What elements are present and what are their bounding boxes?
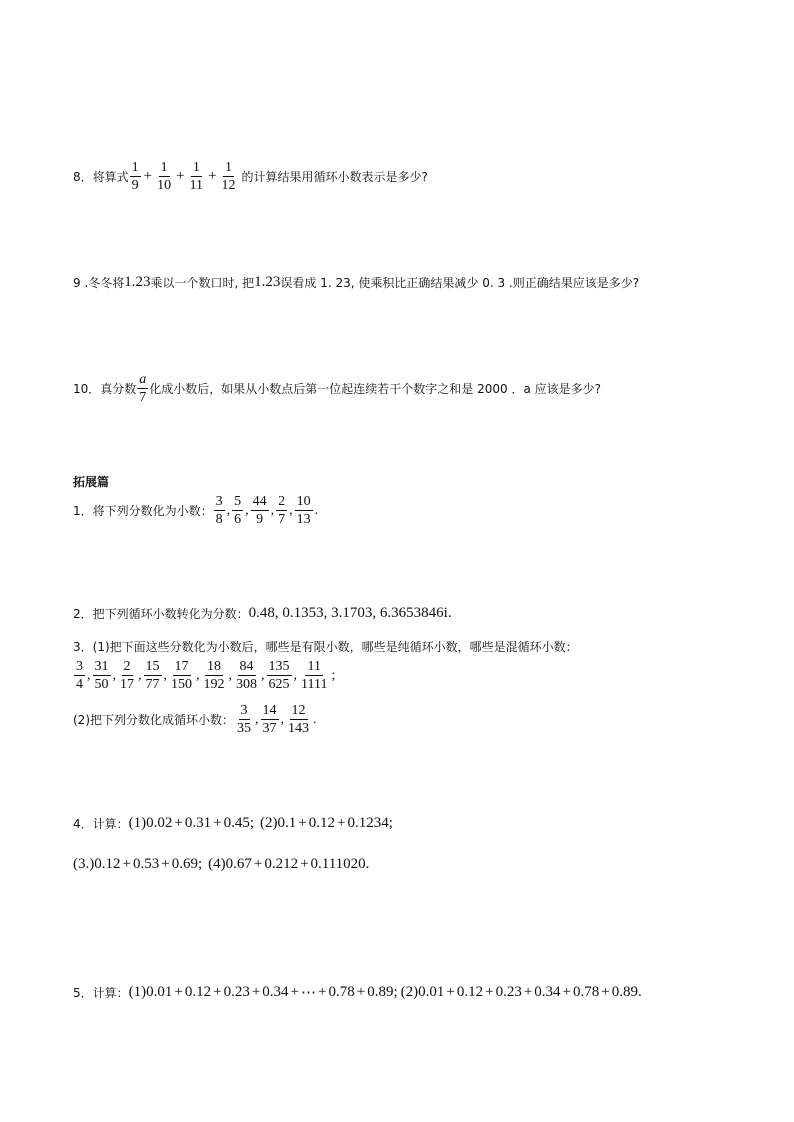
e1-fraction: $\frac{2}{7}$ (278, 494, 286, 527)
e1-fraction: $\frac{5}{6}$ (234, 494, 242, 527)
exercise-4-line1: 4．计算： (1)0.02 + 0.31 + 0.45; (2)0.1 + 0.12 + 0.1234; (73, 815, 393, 831)
e4-term: 0.12 (308, 815, 335, 831)
e4-term: 0.69; (171, 856, 203, 872)
section-title: 拓展篇 (73, 475, 110, 489)
exercise-1: 1．将下列分数化为小数： $\frac{3}{8}$ , $\frac{5}{6}$ , $\frac{44}{9}$ , $\frac{2}{7}$ , $\frac{10}{13}$ . (73, 494, 319, 527)
question-8 (73, 160, 428, 193)
exercise-2: 2．把下列循环小数转化为分数： 0.48 , 0.1353 , 3.1703 , 6.3653846i . (73, 605, 452, 621)
e2-item: 3.1703 (331, 605, 373, 621)
e1-end: . (314, 502, 319, 518)
q8-fraction: $\frac{1}{10}$ (157, 160, 172, 193)
exercise-3-fractions: $\frac{3}{4}$ , $\frac{31}{50}$ , $\frac{2}{17}$ , $\frac{15}{77}$ , $\frac{17}{150}$ , $\frac{18}{192}$ , $\frac{84}{308}$ , $\frac{135}{625}$ , $\frac{11}{1111}$ ; (76, 659, 336, 692)
e3-fraction: $\frac{11}{1111}$ (301, 659, 328, 692)
e1-fraction: $\frac{44}{9}$ (252, 494, 267, 527)
e3-fraction: $\frac{15}{77}$ (145, 659, 160, 692)
e4-term: (1)0.02 (128, 815, 173, 831)
question-9 (73, 274, 639, 291)
e5-term: 0.89; (367, 984, 398, 1000)
q8-fraction: $\frac{1}{12}$ (221, 160, 236, 193)
e5-term: (2)0.01 (400, 984, 445, 1000)
e4-term: 0.111020. (310, 856, 370, 872)
e5-term: (1)0.01 (128, 984, 173, 1000)
e5-term: 0.34 (534, 984, 561, 1000)
exercise-3-lead: 3．(1)把下面这些分数化为小数后，哪些是有限小数，哪些是纯循环小数，哪些是混循环小数： (73, 640, 578, 654)
exercise-4-line2: (3.)0.12 + 0.53 + 0.69; (4)0.67 + 0.212 + 0.111020. (73, 856, 370, 872)
e2-item: 0.48 (248, 605, 275, 621)
q10-fraction: $\frac{a}{7}$ (139, 372, 147, 405)
e4-term: 0.212 (264, 856, 299, 872)
q9-value: 1.23 (254, 274, 281, 290)
e5-term: 0.78 (573, 984, 600, 1000)
e5-term: 0.12 (456, 984, 484, 1000)
e4-term: 0.1234; (347, 815, 393, 831)
e4-term: 0.53 (132, 856, 160, 872)
plus-sign: + (143, 168, 153, 184)
e5-term: 0.89. (611, 984, 642, 1000)
e3-fraction: $\frac{18}{192}$ (203, 659, 225, 692)
q8-tail: 的计算结果用循环小数表示是多少? (241, 170, 428, 184)
q10-lead: 10．真分数 (73, 382, 137, 396)
e4-term: 0.45; (223, 815, 254, 831)
e3-fraction: $\frac{31}{50}$ (94, 659, 109, 692)
e2-item: 6.3653846i (379, 605, 448, 621)
q9-text-mid: 乘以一个数口时, 把 (150, 276, 255, 290)
q9-lead: 9 .冬冬将 (73, 276, 125, 290)
e5-lead: 5．计算： (73, 986, 129, 1000)
q8-lead: 8．将算式 (73, 170, 129, 184)
exercise-3-part2: (2)把下列分数化成循环小数： $\frac{3}{35}$ , $\frac{14}{37}$ , $\frac{12}{143}$ . (73, 703, 317, 736)
e5-term: 0.12 (184, 984, 212, 1000)
e3-part2-fraction: $\frac{14}{37}$ (262, 703, 277, 736)
e4-term: 0.31 (184, 815, 212, 831)
e3-fraction: $\frac{135}{625}$ (268, 659, 290, 692)
e3-fraction: $\frac{3}{4}$ (76, 659, 83, 692)
q9-value: 1.23 (124, 274, 151, 290)
plus-sign: + (176, 168, 185, 184)
e4-term: (2)0.1 (260, 815, 297, 831)
e2-lead: 2．把下列循环小数转化为分数： (73, 607, 249, 621)
q9-text-tail: 误看成 1. 23, 使乘积比正确结果减少 0. 3 .则正确结果应该是多少? (280, 276, 640, 290)
e3-part2-fraction: $\frac{3}{35}$ (237, 703, 251, 736)
e1-fraction: $\frac{3}{8}$ (215, 494, 223, 527)
e3-fraction: $\frac{17}{150}$ (171, 659, 192, 692)
q8-fraction: $\frac{1}{9}$ (131, 160, 139, 193)
e5-term: 0.23 (223, 984, 250, 1000)
plus-sign: + (208, 168, 217, 184)
e3-part2-lead: (2)把下列分数化成循环小数： (73, 713, 234, 727)
q10-tail: 化成小数后，如果从小数点后第一位起连续若干个数字之和是 2000 ．a 应该是多少? (149, 382, 601, 396)
e4-term: (4)0.67 (208, 856, 252, 872)
e5-term: ⋯ (301, 985, 317, 1001)
q8-fraction: $\frac{1}{11}$ (189, 160, 204, 193)
e1-fraction: $\frac{10}{13}$ (296, 494, 311, 527)
e3-end: ; (331, 667, 336, 683)
e3-fraction: $\frac{2}{17}$ (120, 659, 134, 692)
e5-term: 0.34 (262, 984, 289, 1000)
e3-part2-fraction: $\frac{12}{143}$ (288, 703, 309, 736)
e2-item: 0.1353 (282, 605, 324, 621)
e5-term: 0.78 (328, 984, 355, 1000)
e4-term: (3.)0.12 (73, 856, 121, 872)
e5-term: 0.23 (495, 984, 522, 1000)
exercise-5: 5．计算： (1)0.01 + 0.12 + 0.23 + 0.34 + ⋯ + 0.78 + 0.89; (2)0.01 + 0.12 + 0.23 + 0.34 + 0.78 + 0.89. (73, 984, 642, 1001)
e3-part2-end: . (313, 711, 317, 727)
e1-lead: 1．将下列分数化为小数： (73, 504, 213, 518)
e3-fraction: $\frac{84}{308}$ (236, 659, 257, 692)
e4-lead: 4．计算： (73, 817, 129, 831)
question-10 (73, 372, 601, 405)
